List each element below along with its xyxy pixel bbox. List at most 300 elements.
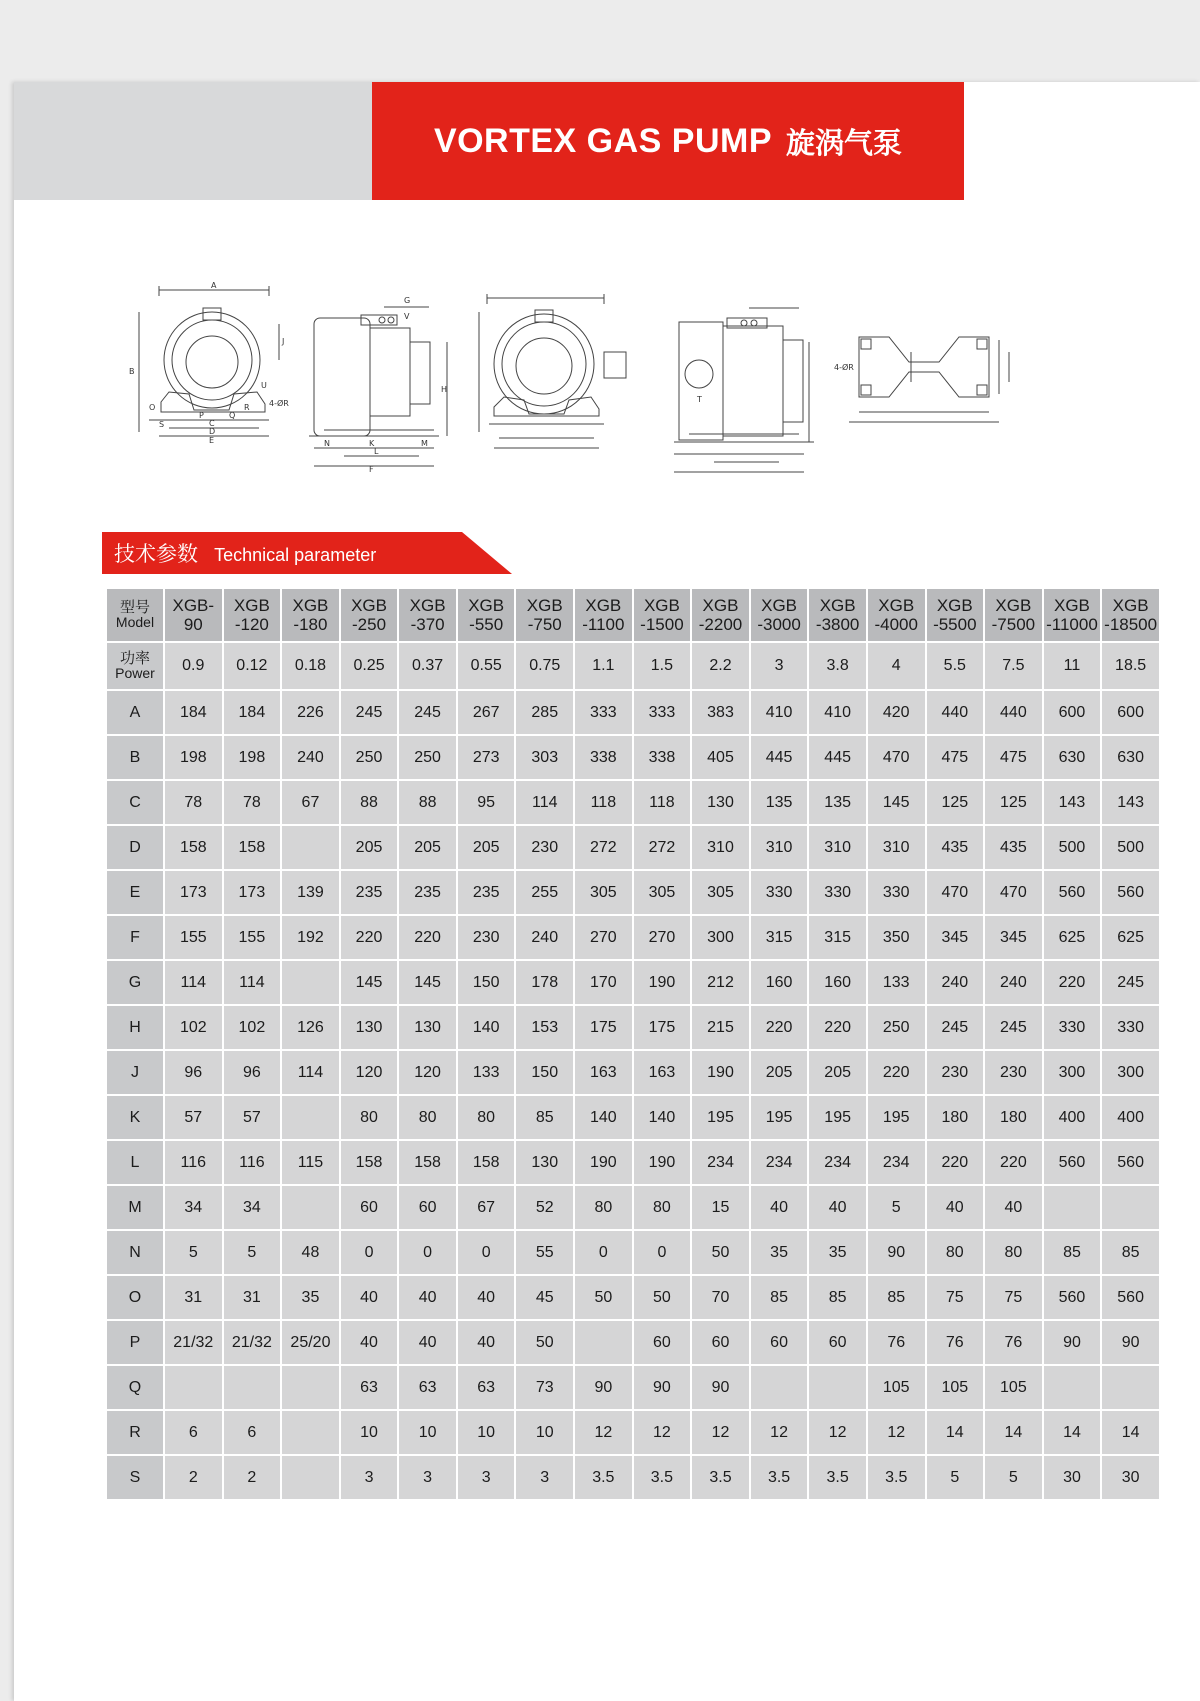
label-F: F [369,465,374,474]
value-cell: 12 [574,1410,633,1455]
model-name-line-1: XGB [878,596,915,615]
value-cell: 14 [1101,1410,1160,1455]
value-cell: 205 [398,825,457,870]
value-cell [281,960,340,1005]
value-cell: 245 [1101,960,1160,1005]
value-cell: 345 [984,915,1043,960]
value-cell: 310 [750,825,809,870]
value-cell: 70 [691,1275,750,1320]
value-cell: 184 [164,690,223,735]
value-cell: 315 [808,915,867,960]
row-label-cell: G [106,960,164,1005]
value-cell: 5 [223,1230,282,1275]
model-name-line-1: XGB [643,596,680,615]
value-cell: 205 [340,825,399,870]
label-M: M [421,439,428,448]
value-cell: 130 [691,780,750,825]
table-row [106,915,1160,960]
label-H: H [441,385,448,394]
value-cell: 625 [1101,915,1160,960]
value-cell: 0 [457,1230,516,1275]
table-row [106,1140,1160,1185]
value-cell: 630 [1043,735,1102,780]
value-cell: 2 [223,1455,282,1500]
value-cell: 310 [808,825,867,870]
value-cell: 158 [457,1140,516,1185]
value-cell: 303 [515,735,574,780]
value-cell: 234 [750,1140,809,1185]
model-name-line-1: XGB [702,596,739,615]
value-cell: 96 [223,1050,282,1095]
model-header-cell [164,588,223,642]
value-cell: 3.5 [633,1455,692,1500]
label-V: V [404,312,410,321]
value-cell: 96 [164,1050,223,1095]
value-cell: 220 [1043,960,1102,1005]
value-cell: 55 [515,1230,574,1275]
value-cell: 175 [633,1005,692,1050]
label-bolt-holes: 4-ØR [269,399,289,408]
value-cell: 500 [1101,825,1160,870]
value-cell: 158 [164,825,223,870]
value-cell: 267 [457,690,516,735]
value-cell: 270 [633,915,692,960]
value-cell: 163 [574,1050,633,1095]
value-cell: 220 [926,1140,985,1185]
value-cell: 35 [281,1275,340,1320]
value-cell: 130 [340,1005,399,1050]
drawing-front-view-2 [479,294,626,448]
value-cell: 560 [1101,870,1160,915]
row-label-cell: D [106,825,164,870]
drawing-front-view-1 [139,286,279,436]
value-cell: 155 [164,915,223,960]
value-cell: 163 [633,1050,692,1095]
value-cell [281,825,340,870]
value-cell: 50 [633,1275,692,1320]
label-bolt-holes-base: 4-ØR [834,363,854,372]
value-cell: 400 [1101,1095,1160,1140]
model-name-line-2: -3000 [757,615,801,634]
value-cell: 158 [398,1140,457,1185]
value-cell: 135 [808,780,867,825]
label-S: S [159,420,165,429]
value-cell: 170 [574,960,633,1005]
power-value-cell: 11 [1043,642,1102,690]
value-cell: 600 [1101,690,1160,735]
value-cell: 272 [633,825,692,870]
model-name-line-2: -3800 [815,615,860,634]
value-cell: 445 [750,735,809,780]
value-cell: 220 [808,1005,867,1050]
value-cell: 60 [398,1185,457,1230]
value-cell: 50 [515,1320,574,1365]
model-header-cell [574,588,633,642]
row-label-cell: S [106,1455,164,1500]
value-cell: 118 [574,780,633,825]
value-cell: 240 [515,915,574,960]
value-cell: 78 [164,780,223,825]
model-name-line-2: -2200 [698,615,743,634]
value-cell: 114 [223,960,282,1005]
value-cell: 226 [281,690,340,735]
label-C: C [209,419,215,428]
drawing-base-plate [849,337,1009,422]
table-row [106,1005,1160,1050]
value-cell: 305 [574,870,633,915]
value-cell: 10 [340,1410,399,1455]
value-cell: 35 [808,1230,867,1275]
value-cell: 3 [340,1455,399,1500]
value-cell: 195 [867,1095,926,1140]
value-cell: 230 [515,825,574,870]
value-cell: 63 [340,1365,399,1410]
value-cell: 125 [926,780,985,825]
value-cell: 6 [223,1410,282,1455]
table-row [106,1050,1160,1095]
value-cell: 195 [750,1095,809,1140]
header-banner [372,82,964,200]
value-cell: 143 [1101,780,1160,825]
value-cell [750,1365,809,1410]
value-cell: 270 [574,915,633,960]
value-cell: 12 [808,1410,867,1455]
value-cell: 153 [515,1005,574,1050]
value-cell: 85 [867,1275,926,1320]
value-cell: 12 [633,1410,692,1455]
table-body [106,588,1160,1500]
value-cell: 76 [984,1320,1043,1365]
value-cell: 85 [1043,1230,1102,1275]
value-cell: 31 [164,1275,223,1320]
value-cell: 21/32 [223,1320,282,1365]
value-cell: 3.5 [808,1455,867,1500]
row-label-cell: M [106,1185,164,1230]
value-cell: 120 [340,1050,399,1095]
label-E: E [209,436,215,445]
value-cell: 500 [1043,825,1102,870]
power-value-cell: 0.75 [515,642,574,690]
value-cell: 330 [750,870,809,915]
value-cell [164,1365,223,1410]
value-cell: 300 [691,915,750,960]
label-T: T [697,395,702,404]
value-cell: 173 [164,870,223,915]
value-cell: 40 [340,1275,399,1320]
value-cell: 14 [926,1410,985,1455]
value-cell: 90 [1101,1320,1160,1365]
row-label-cell: F [106,915,164,960]
row-label-cell: K [106,1095,164,1140]
value-cell: 63 [457,1365,516,1410]
value-cell: 300 [1043,1050,1102,1095]
row-label-cell: B [106,735,164,780]
value-cell: 475 [984,735,1043,780]
table-row [106,735,1160,780]
value-cell: 145 [398,960,457,1005]
model-name-line-2: 90 [183,615,203,634]
value-cell: 310 [691,825,750,870]
value-cell: 2 [164,1455,223,1500]
value-cell: 560 [1101,1140,1160,1185]
value-cell: 240 [281,735,340,780]
table-row [106,1095,1160,1140]
dimension-labels [129,282,854,474]
table-row [106,1230,1160,1275]
value-cell: 198 [164,735,223,780]
row-label-cell: A [106,690,164,735]
value-cell: 333 [574,690,633,735]
value-cell: 48 [281,1230,340,1275]
value-cell: 14 [984,1410,1043,1455]
value-cell: 76 [926,1320,985,1365]
value-cell [281,1185,340,1230]
table-row [106,870,1160,915]
value-cell: 57 [164,1095,223,1140]
value-cell: 118 [633,780,692,825]
power-label: Power [115,665,155,681]
value-cell: 198 [223,735,282,780]
value-cell: 50 [574,1275,633,1320]
value-cell: 60 [340,1185,399,1230]
value-cell: 88 [398,780,457,825]
value-cell: 15 [691,1185,750,1230]
value-cell: 3.5 [691,1455,750,1500]
value-cell: 630 [1101,735,1160,780]
value-cell: 234 [808,1140,867,1185]
label-L: L [374,447,379,456]
model-name-line-1: XGB [468,596,505,615]
value-cell: 0 [574,1230,633,1275]
value-cell [1043,1185,1102,1230]
value-cell: 50 [691,1230,750,1275]
value-cell: 139 [281,870,340,915]
value-cell: 90 [574,1365,633,1410]
model-name-line-2: -370 [410,615,445,634]
value-cell: 440 [984,690,1043,735]
value-cell: 126 [281,1005,340,1050]
value-cell: 220 [340,915,399,960]
table-row [106,780,1160,825]
value-cell: 10 [457,1410,516,1455]
value-cell: 6 [164,1410,223,1455]
value-cell: 215 [691,1005,750,1050]
value-cell: 60 [691,1320,750,1365]
value-cell: 230 [926,1050,985,1095]
model-name-line-1: XGB- [172,596,215,615]
value-cell: 3.5 [574,1455,633,1500]
value-cell: 338 [633,735,692,780]
value-cell: 245 [984,1005,1043,1050]
model-name-line-1: XGB [351,596,387,615]
value-cell: 158 [223,825,282,870]
value-cell: 10 [515,1410,574,1455]
value-cell: 5 [926,1455,985,1500]
value-cell: 245 [340,690,399,735]
value-cell: 80 [984,1230,1043,1275]
value-cell: 145 [340,960,399,1005]
model-header-cell [1101,588,1160,642]
value-cell: 184 [223,690,282,735]
value-cell: 285 [515,690,574,735]
value-cell: 305 [633,870,692,915]
value-cell: 560 [1101,1275,1160,1320]
power-value-cell: 1.5 [633,642,692,690]
value-cell: 175 [574,1005,633,1050]
row-label-cell: P [106,1320,164,1365]
value-cell: 40 [340,1320,399,1365]
value-cell: 102 [223,1005,282,1050]
power-value-cell: 18.5 [1101,642,1160,690]
value-cell: 330 [867,870,926,915]
value-cell: 470 [984,870,1043,915]
value-cell: 230 [984,1050,1043,1095]
value-cell: 5 [867,1185,926,1230]
value-cell: 114 [164,960,223,1005]
row-label-cell: C [106,780,164,825]
value-cell: 235 [398,870,457,915]
model-name-line-1: XGB [585,596,622,615]
value-cell: 250 [398,735,457,780]
label-K: K [369,439,375,448]
value-cell: 470 [926,870,985,915]
value-cell: 330 [1043,1005,1102,1050]
value-cell [574,1320,633,1365]
value-cell: 158 [340,1140,399,1185]
value-cell: 0 [633,1230,692,1275]
power-value-cell: 0.18 [281,642,340,690]
value-cell: 52 [515,1185,574,1230]
value-cell: 130 [515,1140,574,1185]
value-cell: 245 [926,1005,985,1050]
model-name-line-1: XGB [995,596,1032,615]
value-cell [281,1095,340,1140]
table-row-power [106,642,1160,690]
value-cell: 40 [750,1185,809,1230]
value-cell: 0 [398,1230,457,1275]
power-value-cell: 3.8 [808,642,867,690]
model-name-line-2: -7500 [991,615,1036,634]
value-cell: 435 [926,825,985,870]
model-name-line-2: -250 [352,615,387,634]
value-cell: 345 [926,915,985,960]
power-label-chinese: 功率 [119,649,150,667]
value-cell: 150 [515,1050,574,1095]
value-cell: 80 [457,1095,516,1140]
table-row [106,1320,1160,1365]
value-cell: 173 [223,870,282,915]
value-cell: 116 [223,1140,282,1185]
label-R: R [244,403,250,412]
table-row [106,1455,1160,1500]
power-value-cell: 3 [750,642,809,690]
value-cell: 250 [340,735,399,780]
value-cell: 333 [633,690,692,735]
row-label-cell: R [106,1410,164,1455]
label-O: O [149,403,156,412]
model-header-cell [398,588,457,642]
power-value-cell: 0.25 [340,642,399,690]
value-cell: 80 [633,1185,692,1230]
model-header-cell [1043,588,1102,642]
model-header-cell [984,588,1043,642]
value-cell: 114 [515,780,574,825]
value-cell: 35 [750,1230,809,1275]
value-cell: 85 [808,1275,867,1320]
value-cell: 235 [340,870,399,915]
model-header-cell [457,588,516,642]
value-cell: 195 [808,1095,867,1140]
value-cell: 190 [633,1140,692,1185]
value-cell: 3 [457,1455,516,1500]
model-header-cell [926,588,985,642]
value-cell [808,1365,867,1410]
value-cell: 230 [457,915,516,960]
value-cell [1043,1365,1102,1410]
value-cell: 330 [808,870,867,915]
model-name-line-1: XGB [761,596,798,615]
value-cell: 5 [164,1230,223,1275]
value-cell: 435 [984,825,1043,870]
value-cell: 350 [867,915,926,960]
model-header-cell [281,588,340,642]
value-cell [1101,1185,1160,1230]
table-header-row [106,588,1160,642]
value-cell: 190 [633,960,692,1005]
value-cell: 235 [457,870,516,915]
value-cell: 420 [867,690,926,735]
value-cell: 212 [691,960,750,1005]
model-name-line-1: XGB [409,596,446,615]
value-cell: 40 [457,1320,516,1365]
value-cell: 90 [691,1365,750,1410]
value-cell: 315 [750,915,809,960]
value-cell: 60 [808,1320,867,1365]
value-cell: 220 [867,1050,926,1095]
model-header-cell [633,588,692,642]
value-cell: 78 [223,780,282,825]
value-cell: 63 [398,1365,457,1410]
value-cell: 205 [808,1050,867,1095]
value-cell [281,1365,340,1410]
power-value-cell: 1.1 [574,642,633,690]
value-cell: 105 [984,1365,1043,1410]
value-cell: 143 [1043,780,1102,825]
value-cell: 30 [1101,1455,1160,1500]
label-B: B [129,367,135,376]
value-cell: 190 [691,1050,750,1095]
table-row [106,1275,1160,1320]
model-name-line-1: XGB [1112,596,1149,615]
value-cell: 102 [164,1005,223,1050]
model-name-line-1: XGB [233,596,270,615]
table-row [106,1185,1160,1230]
value-cell: 105 [926,1365,985,1410]
value-cell: 410 [808,690,867,735]
value-cell: 180 [926,1095,985,1140]
value-cell: 240 [926,960,985,1005]
value-cell: 305 [691,870,750,915]
table-row [106,825,1160,870]
section-title-chinese: 技术参数 [114,542,198,566]
value-cell: 76 [867,1320,926,1365]
value-cell: 34 [223,1185,282,1230]
value-cell: 135 [750,780,809,825]
value-cell: 12 [750,1410,809,1455]
value-cell: 30 [1043,1455,1102,1500]
value-cell: 250 [867,1005,926,1050]
value-cell: 234 [691,1140,750,1185]
